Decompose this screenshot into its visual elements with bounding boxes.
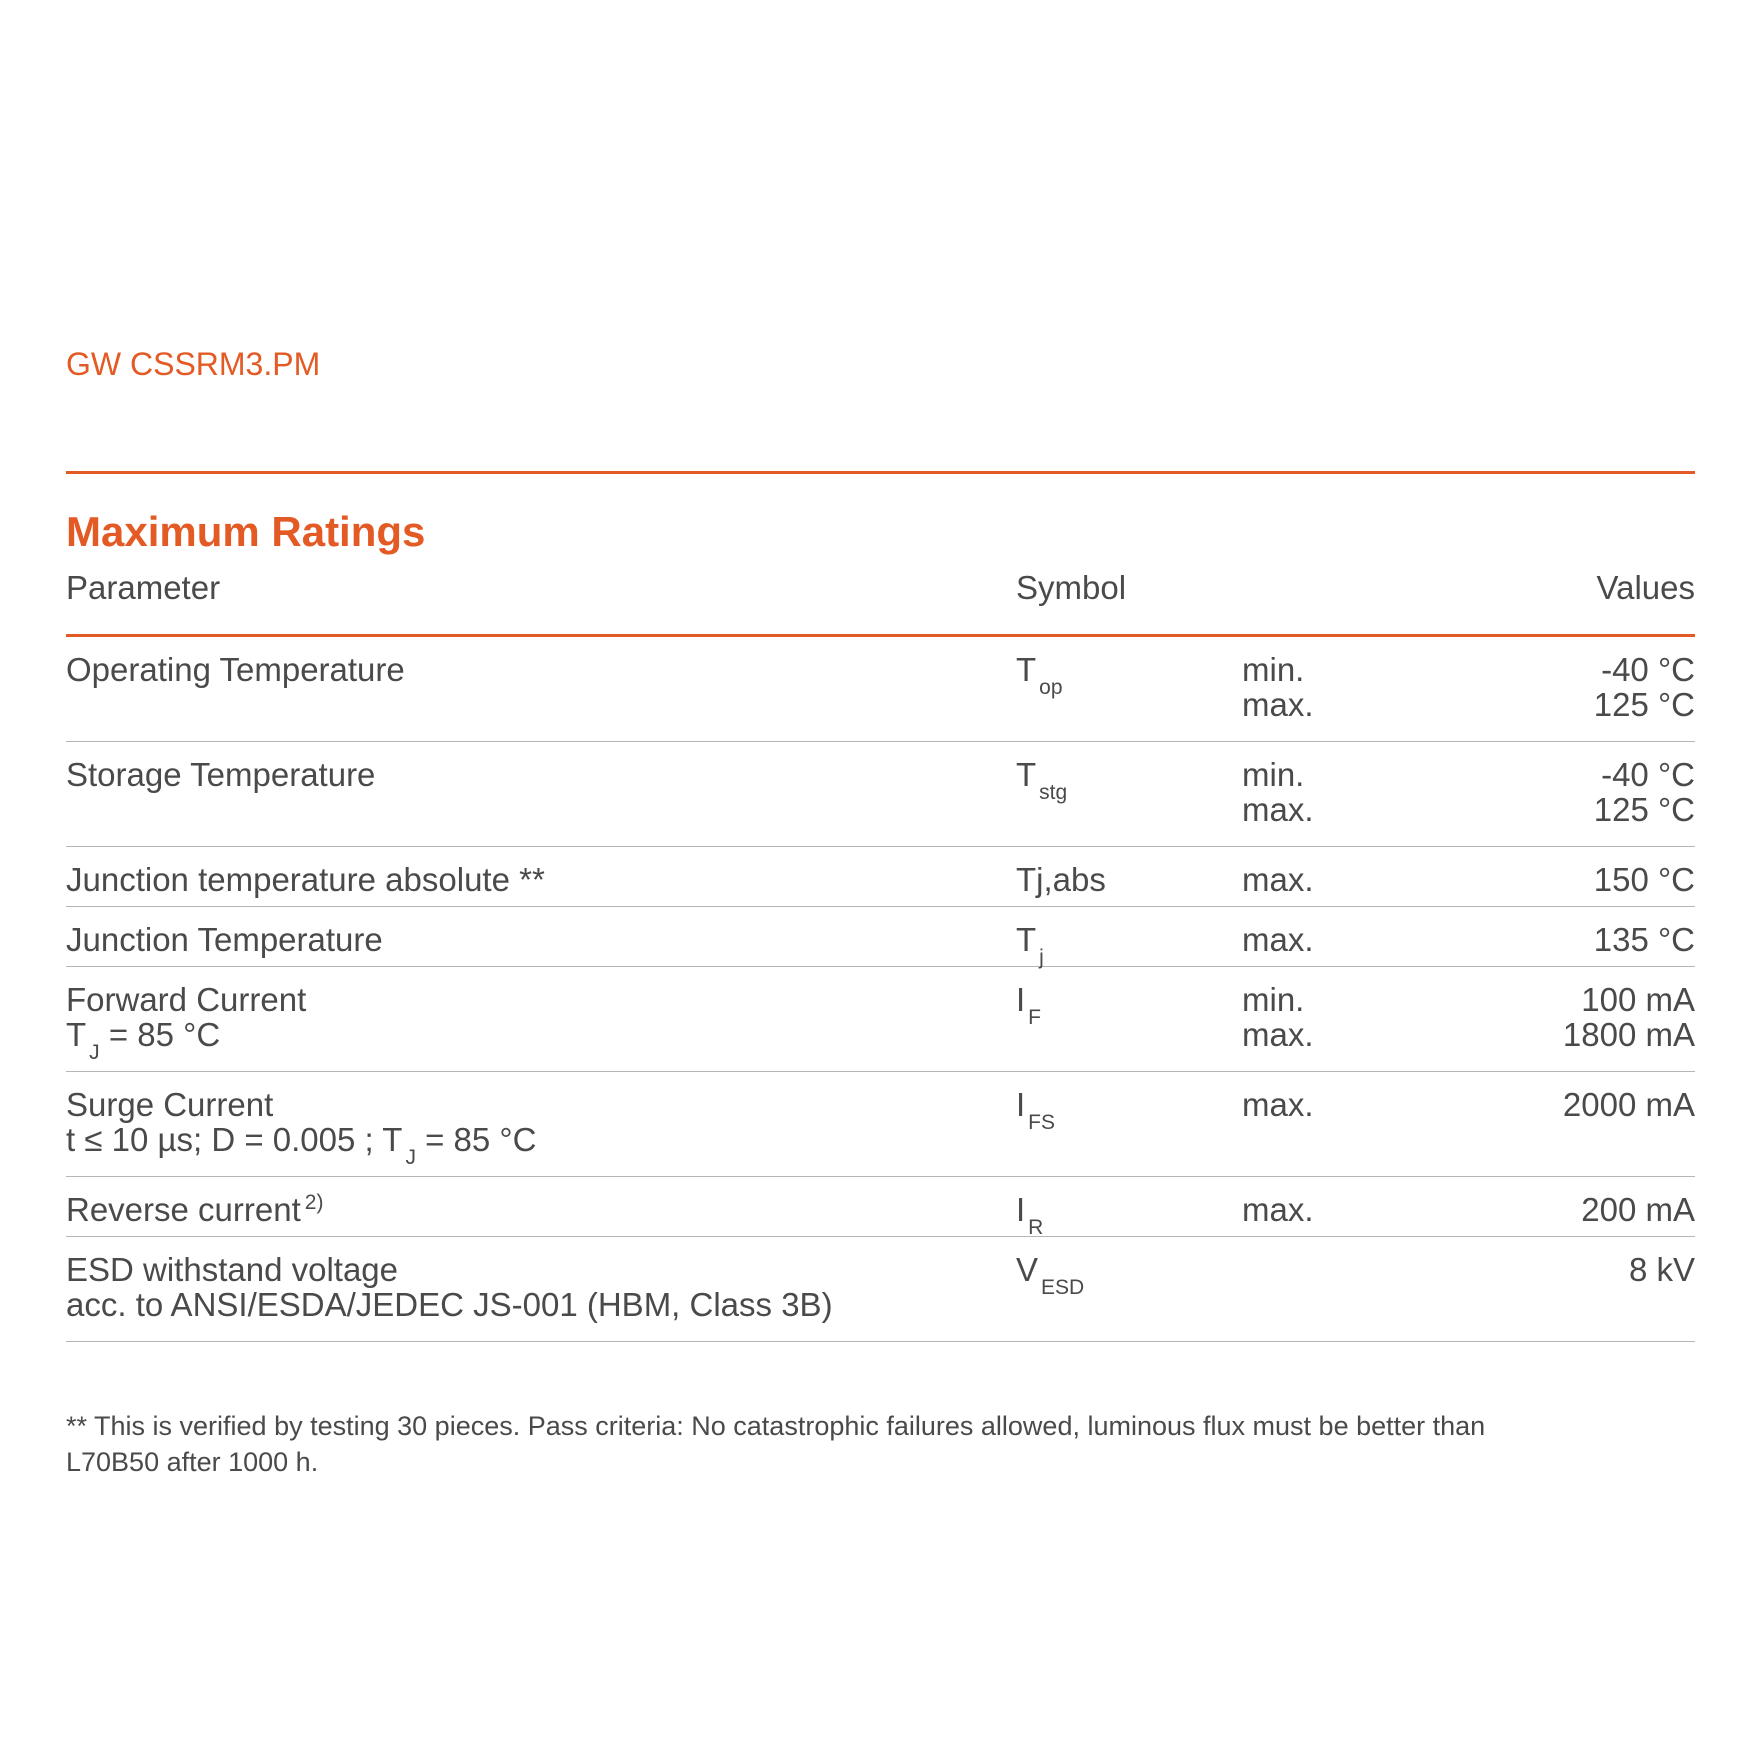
symbol-cell: T $_{op}$: [1016, 651, 1063, 699]
symbol-cell: T $_{stg}$: [1016, 756, 1068, 804]
value-cell: 125 °C: [1593, 791, 1695, 828]
table-row-junction-temperature-absolute: [66, 847, 1695, 907]
limit-cell: max.: [1242, 791, 1314, 828]
ratings-table: [66, 637, 1695, 1342]
footnote-reference: 2): [304, 1191, 324, 1214]
parameter-condition: t ≤ 10 µs; D = 0.005 ; T $_J$ = 85 °C: [66, 1121, 537, 1169]
symbol-cell: I $_{FS}$: [1016, 1086, 1056, 1134]
symbol-cell: Tj,abs: [1016, 861, 1106, 898]
value-cell: -40 °C: [1601, 651, 1695, 688]
limit-cell: max.: [1242, 1191, 1314, 1228]
symbol-cell: T $_j$: [1016, 921, 1044, 969]
value-cell: -40 °C: [1601, 756, 1695, 793]
parameter-cell: Forward Current: [66, 981, 307, 1018]
parameter-condition: acc. to ANSI/ESDA/JEDEC JS-001 (HBM, Class 3B): [66, 1286, 833, 1323]
parameter-condition: T $_J$ = 85 °C: [66, 1016, 221, 1064]
value-cell: 125 °C: [1593, 686, 1695, 723]
table-row-forward-current: [66, 967, 1695, 1072]
limit-cell: max.: [1242, 861, 1314, 898]
value-cell: 150 °C: [1593, 861, 1695, 898]
value-cell: 100 mA: [1581, 981, 1695, 1018]
table-row-esd-withstand-voltage: [66, 1237, 1695, 1342]
value-cell: 2000 mA: [1562, 1086, 1695, 1123]
value-cell: 8 kV: [1628, 1251, 1695, 1288]
parameter-cell: Junction Temperature: [66, 921, 383, 958]
column-header-symbol: Symbol: [1016, 569, 1127, 606]
parameter-cell: ESD withstand voltage: [66, 1251, 399, 1288]
column-header-parameter: Parameter: [66, 569, 221, 606]
limit-cell: max.: [1242, 921, 1314, 958]
limit-cell: min.: [1242, 981, 1305, 1018]
table-row-storage-temperature: [66, 742, 1695, 847]
limit-cell: max.: [1242, 1086, 1314, 1123]
top-divider: [66, 471, 1695, 474]
symbol-cell: I $_F$: [1016, 981, 1041, 1029]
symbol-cell: V $_{ESD}$: [1016, 1251, 1085, 1299]
parameter-cell: Reverse current $^{2)}$: [66, 1191, 324, 1228]
symbol-cell: I $_R$: [1016, 1191, 1044, 1239]
value-cell: 135 °C: [1593, 921, 1695, 958]
limit-cell: max.: [1242, 686, 1314, 723]
limit-cell: min.: [1242, 651, 1305, 688]
parameter-cell: Operating Temperature: [66, 651, 405, 688]
parameter-cell: Junction temperature absolute **: [66, 861, 545, 898]
table-row-reverse-current: [66, 1177, 1695, 1237]
footnote-line: L70B50 after 1000 h.: [66, 1447, 319, 1477]
parameter-cell: Surge Current: [66, 1086, 274, 1123]
limit-cell: min.: [1242, 756, 1305, 793]
section-title: Maximum Ratings: [66, 508, 426, 555]
footnote-line: ** This is verified by testing 30 pieces. Pass criteria: No catastrophic failures allowed, luminous flux must be better than: [66, 1411, 1486, 1441]
parameter-cell: Storage Temperature: [66, 756, 376, 793]
column-header-values: Values: [1596, 569, 1695, 606]
product-name: GW CSSRM3.PM: [66, 346, 321, 382]
table-row-surge-current: [66, 1072, 1695, 1177]
footnote: [66, 1408, 1695, 1480]
value-cell: 1800 mA: [1562, 1016, 1695, 1053]
value-cell: 200 mA: [1581, 1191, 1695, 1228]
limit-cell: max.: [1242, 1016, 1314, 1053]
table-row-operating-temperature: [66, 637, 1695, 742]
table-row-junction-temperature: [66, 907, 1695, 967]
